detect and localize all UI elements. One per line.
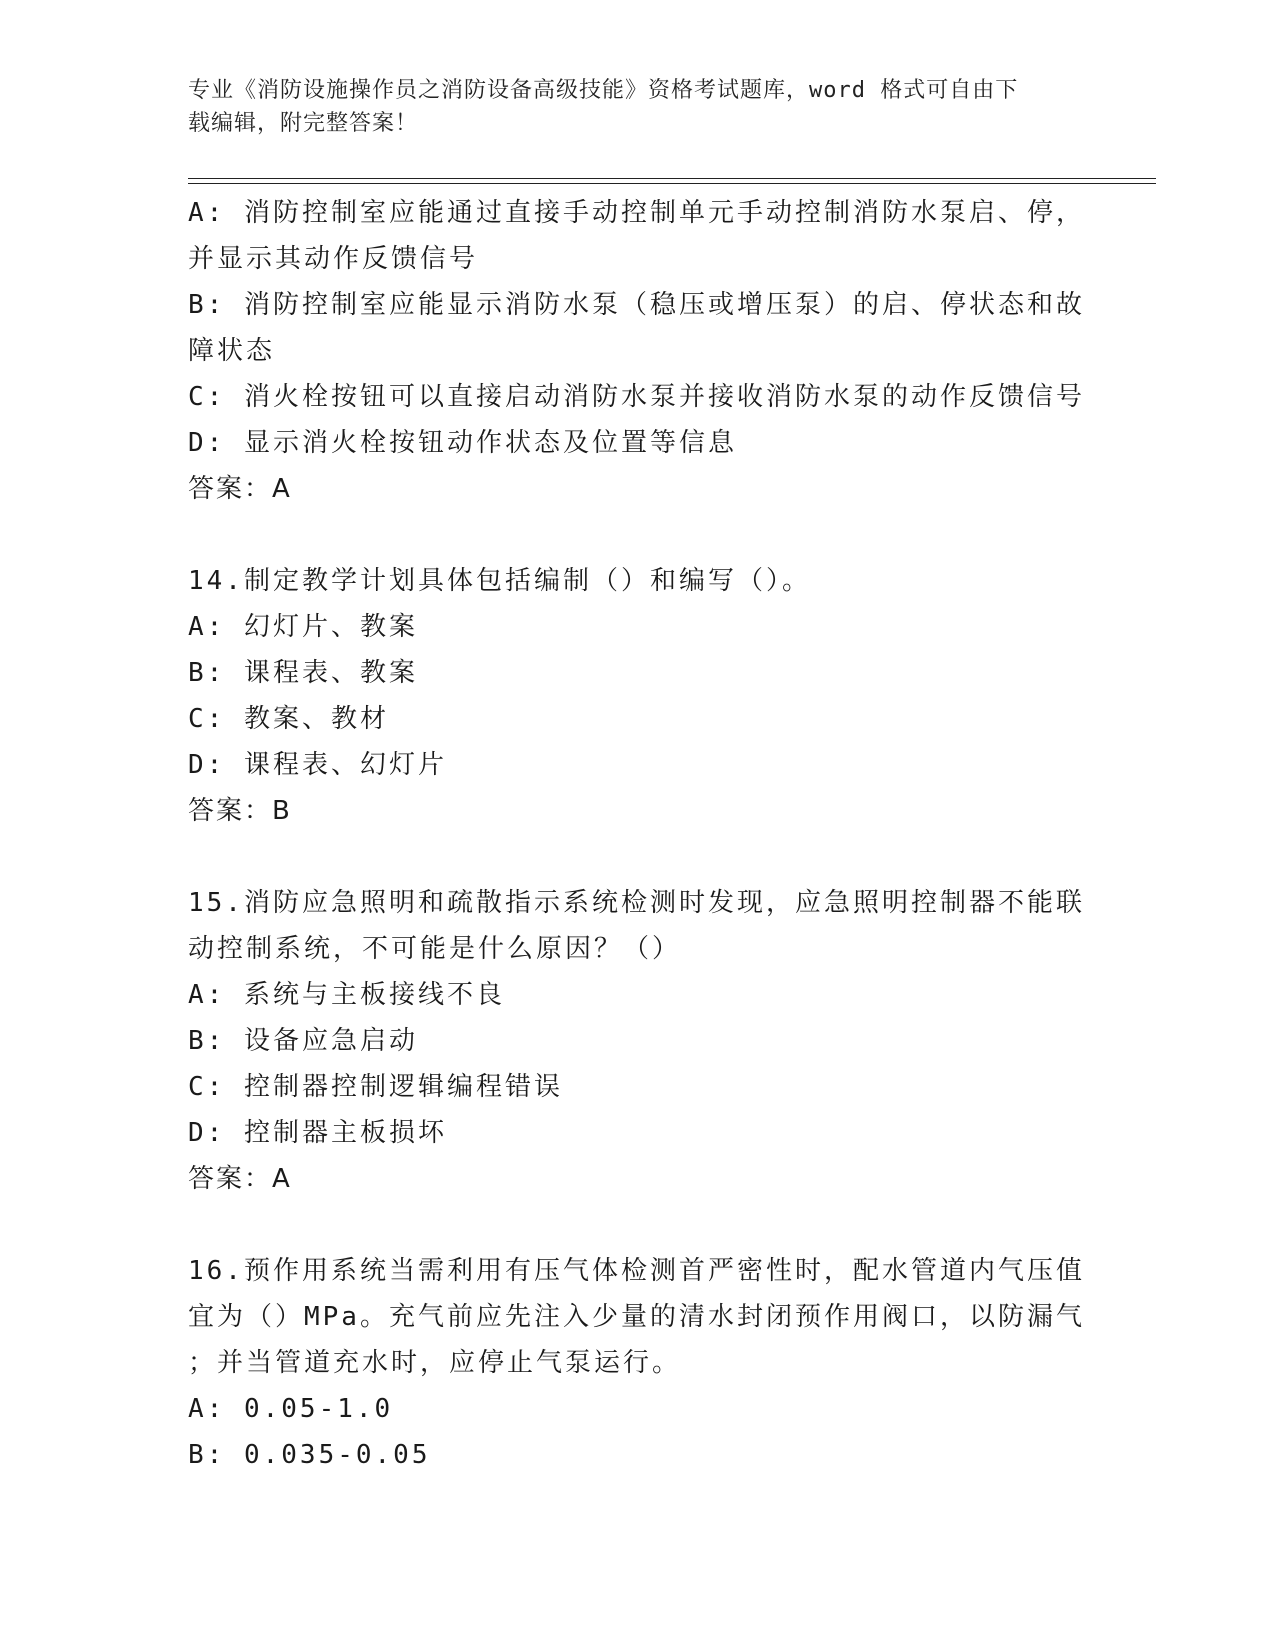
- option-a: A: 系统与主板接线不良: [188, 980, 505, 1010]
- option-d: D: 控制器主板损坏: [188, 1118, 447, 1148]
- spacer: [188, 512, 1088, 558]
- question-14: [188, 558, 1088, 834]
- question-15: [188, 880, 1088, 1202]
- question-16-text-line-2: 宜为（）MPa。充气前应先注入少量的清水封闭预作用阀口，以防漏气: [188, 1302, 1085, 1332]
- document-header: [188, 74, 1088, 140]
- answer-14: 答案：B: [188, 796, 292, 826]
- header-line-1: 专业《消防设施操作员之消防设备高级技能》资格考试题库，word 格式可自由下: [188, 78, 1019, 103]
- question-13-options: [188, 190, 1088, 512]
- option-a-line-2: 并显示其动作反馈信号: [188, 244, 479, 274]
- option-d: D: 课程表、幻灯片: [188, 750, 447, 780]
- question-14-text: 14.制定教学计划具体包括编制（）和编写（）。: [188, 566, 811, 596]
- question-15-text-line-1: 15.消防应急照明和疏散指示系统检测时发现，应急照明控制器不能联: [188, 888, 1085, 918]
- header-rule-top: [188, 178, 1156, 179]
- header-rule-bottom: [188, 183, 1156, 184]
- option-a-line-1: A: 消防控制室应能通过直接手动控制单元手动控制消防水泵启、停，: [188, 198, 1085, 228]
- spacer: [188, 834, 1088, 880]
- option-a: A: 幻灯片、教案: [188, 612, 418, 642]
- question-content: [188, 190, 1088, 1478]
- option-c: C: 消火栓按钮可以直接启动消防水泵并接收消防水泵的动作反馈信号: [188, 382, 1085, 412]
- answer-15: 答案：A: [188, 1164, 292, 1194]
- question-16-text-line-1: 16.预作用系统当需利用有压气体检测首严密性时，配水管道内气压值: [188, 1256, 1085, 1286]
- option-b-line-1: B: 消防控制室应能显示消防水泵（稳压或增压泵）的启、停状态和故: [188, 290, 1085, 320]
- option-c: C: 控制器控制逻辑编程错误: [188, 1072, 563, 1102]
- question-16-text-line-3: ；并当管道充水时，应停止气泵运行。: [188, 1348, 682, 1378]
- option-b-line-2: 障状态: [188, 336, 276, 366]
- option-a: A: 0.05-1.0: [188, 1394, 394, 1424]
- option-b: B: 设备应急启动: [188, 1026, 418, 1056]
- question-15-text-line-2: 动控制系统，不可能是什么原因？（）: [188, 934, 682, 964]
- spacer: [188, 1202, 1088, 1248]
- question-16: [188, 1248, 1088, 1478]
- answer-13: 答案：A: [188, 474, 292, 504]
- option-b: B: 课程表、教案: [188, 658, 418, 688]
- option-d: D: 显示消火栓按钮动作状态及位置等信息: [188, 428, 737, 458]
- header-line-2: 载编辑，附完整答案！: [188, 111, 419, 136]
- option-c: C: 教案、教材: [188, 704, 389, 734]
- option-b: B: 0.035-0.05: [188, 1440, 431, 1470]
